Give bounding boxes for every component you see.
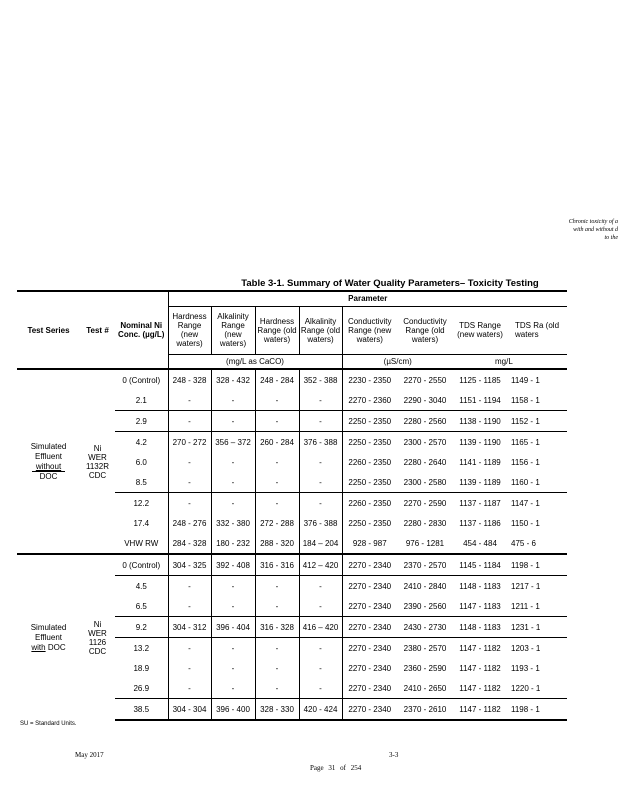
page-number	[310, 764, 361, 772]
value-cell: 412 – 420	[299, 554, 342, 576]
value-cell: -	[299, 493, 342, 514]
value-cell: 304 - 312	[168, 617, 211, 638]
value-cell: -	[168, 596, 211, 617]
value-cell: -	[255, 452, 299, 472]
value-cell: -	[168, 411, 211, 432]
value-cell: 1139 - 1190	[453, 432, 507, 453]
value-cell: 1141 - 1189	[459, 457, 501, 467]
series-qualifier: without	[35, 461, 62, 471]
value-cell: -	[168, 472, 211, 493]
value-cell: -	[299, 472, 342, 493]
value-cell: 1147 - 1182	[453, 638, 507, 659]
nominal-conc-cell: 38.5	[115, 699, 168, 721]
col-conductivity-new: Conductivity Range (new waters)	[342, 306, 397, 354]
header-line: to the	[604, 235, 618, 241]
value-cell: 1147 - 1183	[459, 601, 501, 611]
value-cell: -	[211, 576, 255, 597]
series-label: Simulated Effluent	[30, 622, 67, 642]
value-cell: 1152 - 1	[507, 411, 567, 432]
value-cell: 2430 - 2730	[397, 617, 453, 638]
value-cell: 2270 - 2340	[342, 678, 397, 699]
nominal-conc-cell: 12.2	[115, 493, 168, 514]
value-cell: 1139 - 1189	[459, 477, 501, 487]
value-cell: 2270 - 2360	[342, 390, 397, 411]
value-cell: -	[211, 493, 255, 514]
value-cell: -	[255, 411, 299, 432]
value-cell: 1198 - 1	[507, 554, 567, 576]
value-cell: 928 - 987	[342, 533, 397, 554]
value-cell: 1156 - 1	[511, 457, 540, 467]
value-cell: 454 - 484	[453, 533, 507, 554]
value-cell: 356 – 372	[211, 432, 255, 453]
header-line: Chronic toxicity of a	[568, 219, 618, 225]
nominal-conc-cell: 2.9	[115, 411, 168, 432]
value-cell: 1125 - 1185	[453, 369, 507, 390]
water-quality-table	[17, 290, 567, 721]
value-cell: 2250 - 2350	[342, 411, 397, 432]
value-cell: 1165 - 1	[507, 432, 567, 453]
value-cell: 2280 - 2640	[403, 457, 447, 467]
value-cell: 2270 - 2590	[397, 493, 453, 514]
col-hardness-new: Hardness Range (new waters)	[168, 306, 211, 354]
nominal-conc-cell: 17.4	[133, 518, 150, 528]
value-cell: 1147 - 1182	[459, 683, 501, 693]
value-cell: -	[211, 678, 255, 699]
value-cell: 1148 - 1183	[453, 617, 507, 638]
col-nominal: Nominal Ni Conc. (µg/L)	[115, 291, 168, 354]
value-cell: -	[211, 452, 255, 472]
nominal-conc-cell: 0 (Control)	[115, 554, 168, 576]
value-cell: 2270 - 2340	[342, 596, 397, 617]
value-cell: 1147 - 1182	[453, 699, 507, 721]
units-caco3: (mg/L as CaCO)	[168, 354, 342, 369]
nominal-conc-cell: 6.5	[135, 601, 147, 611]
value-cell: 1147 - 1182	[459, 663, 501, 673]
value-cell: 2370 - 2610	[397, 699, 453, 721]
value-cell: 2270 - 2550	[397, 369, 453, 390]
value-cell: -	[255, 596, 299, 617]
value-cell: 316 - 316	[255, 554, 299, 576]
value-cell: 1137 - 1187	[453, 493, 507, 514]
test-series-cell	[17, 369, 80, 554]
value-cell: 396 - 404	[211, 617, 255, 638]
value-cell: 1217 - 1	[507, 576, 567, 597]
value-cell: -	[211, 638, 255, 659]
value-cell: -	[255, 658, 299, 678]
value-cell: -	[211, 658, 255, 678]
value-cell: 2410 - 2650	[403, 683, 447, 693]
value-cell: -	[299, 390, 342, 411]
value-cell: -	[255, 678, 299, 699]
test-series-cell	[17, 554, 80, 720]
value-cell: 352 - 388	[299, 369, 342, 390]
value-cell: -	[168, 390, 211, 411]
value-cell: 332 - 380	[211, 513, 255, 533]
series-doc: DOC	[47, 642, 66, 652]
col-conductivity-old: Conductivity Range (old waters)	[403, 316, 447, 344]
value-cell: 288 - 320	[255, 533, 299, 554]
value-cell: 2270 - 2340	[342, 617, 397, 638]
value-cell: 316 - 328	[255, 617, 299, 638]
value-cell: 248 - 328	[168, 369, 211, 390]
value-cell: 2300 - 2570	[397, 432, 453, 453]
value-cell: 1145 - 1184	[453, 554, 507, 576]
nominal-conc-cell: VHW RW	[115, 533, 168, 554]
value-cell: 2290 - 3040	[403, 395, 447, 405]
value-cell: 2250 - 2350	[342, 513, 397, 533]
value-cell: 328 - 330	[255, 699, 299, 721]
value-cell: 1220 - 1	[511, 683, 541, 693]
value-cell: 475 - 6	[507, 533, 567, 554]
test-number-cell: Ni WER 1126 CDC	[80, 554, 115, 720]
table-title: Table 3-1. Summary of Water Quality Parameters– Toxicity Testing	[241, 278, 539, 289]
value-cell: 1158 - 1	[511, 395, 540, 405]
value-cell: 1211 - 1	[511, 601, 540, 611]
value-cell: 248 - 276	[168, 513, 211, 533]
header-line: with and without d	[573, 227, 618, 233]
value-cell: -	[168, 658, 211, 678]
value-cell: -	[168, 493, 211, 514]
value-cell: -	[211, 472, 255, 493]
value-cell: 272 - 288	[255, 513, 299, 533]
value-cell: 328 - 432	[211, 369, 255, 390]
value-cell: 248 - 284	[255, 369, 299, 390]
value-cell: 2230 - 2350	[342, 369, 397, 390]
value-cell: 2370 - 2570	[397, 554, 453, 576]
test-number-cell: Ni WER 1132R CDC	[80, 369, 115, 554]
value-cell: 1150 - 1	[511, 518, 540, 528]
value-cell: 2250 - 2350	[342, 472, 397, 493]
nominal-conc-cell: 26.9	[133, 683, 150, 693]
value-cell: 2270 - 2340	[342, 699, 397, 721]
value-cell: -	[299, 452, 342, 472]
table-row	[17, 554, 567, 576]
value-cell: 416 – 420	[299, 617, 342, 638]
value-cell: 376 - 388	[299, 513, 342, 533]
value-cell: 396 - 400	[211, 699, 255, 721]
value-cell: 284 - 328	[168, 533, 211, 554]
col-test-series: Test Series	[17, 291, 80, 354]
value-cell: 2270 - 2340	[342, 638, 397, 659]
value-cell: 2280 - 2560	[397, 411, 453, 432]
units-conductivity: (µS/cm)	[342, 354, 453, 369]
section-page: 3-3	[389, 751, 399, 759]
value-cell: 976 - 1281	[397, 533, 453, 554]
nominal-conc-cell: 18.9	[133, 663, 150, 673]
nominal-conc-cell: 2.1	[135, 395, 147, 405]
nominal-conc-cell: 9.2	[115, 617, 168, 638]
value-cell: 2270 - 2340	[342, 576, 397, 597]
value-cell: -	[299, 678, 342, 699]
running-header	[548, 218, 618, 242]
value-cell: 376 - 388	[299, 432, 342, 453]
value-cell: 1231 - 1	[507, 617, 567, 638]
value-cell: 1137 - 1186	[459, 518, 501, 528]
value-cell: 260 - 284	[255, 432, 299, 453]
nominal-conc-cell: 8.5	[135, 477, 147, 487]
value-cell: -	[299, 596, 342, 617]
value-cell: 2410 - 2840	[397, 576, 453, 597]
value-cell: -	[299, 576, 342, 597]
nominal-conc-cell: 0 (Control)	[115, 369, 168, 390]
value-cell: 392 - 408	[211, 554, 255, 576]
nominal-conc-cell: 4.2	[115, 432, 168, 453]
series-doc: DOC	[32, 471, 66, 481]
value-cell: -	[255, 638, 299, 659]
value-cell: 2280 - 2830	[403, 518, 447, 528]
value-cell: 1151 - 1194	[459, 395, 501, 405]
value-cell: -	[299, 411, 342, 432]
value-cell: -	[255, 390, 299, 411]
value-cell: 2390 - 2560	[403, 601, 447, 611]
value-cell: 2270 - 2340	[342, 658, 397, 678]
value-cell: -	[168, 678, 211, 699]
value-cell: 180 - 232	[211, 533, 255, 554]
value-cell: -	[299, 658, 342, 678]
footnote: SU = Standard Units.	[20, 721, 77, 727]
value-cell: 2270 - 2340	[342, 554, 397, 576]
table-row	[17, 369, 567, 390]
value-cell: 184 – 204	[299, 533, 342, 554]
value-cell: -	[168, 638, 211, 659]
series-qualifier: with	[31, 642, 46, 652]
value-cell: -	[211, 390, 255, 411]
value-cell: 1203 - 1	[507, 638, 567, 659]
page-of: of	[340, 764, 346, 772]
value-cell: 304 - 304	[168, 699, 211, 721]
value-cell: 2380 - 2570	[397, 638, 453, 659]
page-current: 31	[328, 764, 336, 772]
value-cell: 2260 - 2350	[342, 493, 397, 514]
value-cell: 1149 - 1	[507, 369, 567, 390]
value-cell: 2250 - 2350	[342, 432, 397, 453]
value-cell: 2360 - 2590	[403, 663, 447, 673]
value-cell: -	[255, 576, 299, 597]
page-label: Page	[310, 764, 324, 772]
col-alkalinity-new: Alkalinity Range (new waters)	[211, 306, 255, 354]
value-cell: -	[168, 452, 211, 472]
value-cell: 1148 - 1183	[453, 576, 507, 597]
value-cell: 420 - 424	[299, 699, 342, 721]
value-cell: 2260 - 2350	[342, 452, 397, 472]
col-test-num: Test #	[80, 291, 115, 354]
col-alkalinity-old: Alkalinity Range (old waters)	[299, 306, 342, 354]
value-cell: -	[168, 576, 211, 597]
value-cell: -	[211, 596, 255, 617]
value-cell: 270 - 272	[168, 432, 211, 453]
nominal-conc-cell: 13.2	[115, 638, 168, 659]
footer-date: May 2017	[75, 751, 104, 759]
parameter-header: Parameter	[168, 291, 567, 306]
value-cell: -	[255, 472, 299, 493]
value-cell: 1198 - 1	[507, 699, 567, 721]
series-label: Simulated Effluent	[30, 441, 67, 461]
units-tds: mg/L	[453, 354, 567, 369]
value-cell: 304 - 325	[168, 554, 211, 576]
value-cell: 1160 - 1	[511, 477, 540, 487]
nominal-conc-cell: 6.0	[135, 457, 147, 467]
value-cell: 2300 - 2580	[403, 477, 447, 487]
value-cell: -	[255, 493, 299, 514]
value-cell: 1138 - 1190	[453, 411, 507, 432]
col-hardness-old: Hardness Range (old waters)	[255, 306, 299, 354]
nominal-conc-cell: 4.5	[115, 576, 168, 597]
value-cell: 1193 - 1	[511, 663, 540, 673]
page-total: 254	[350, 764, 362, 772]
value-cell: 1147 - 1	[507, 493, 567, 514]
col-tds-old: TDS Ra (old waters	[515, 321, 560, 339]
col-tds-new: TDS Range (new waters)	[457, 321, 503, 339]
value-cell: -	[299, 638, 342, 659]
value-cell: -	[211, 411, 255, 432]
